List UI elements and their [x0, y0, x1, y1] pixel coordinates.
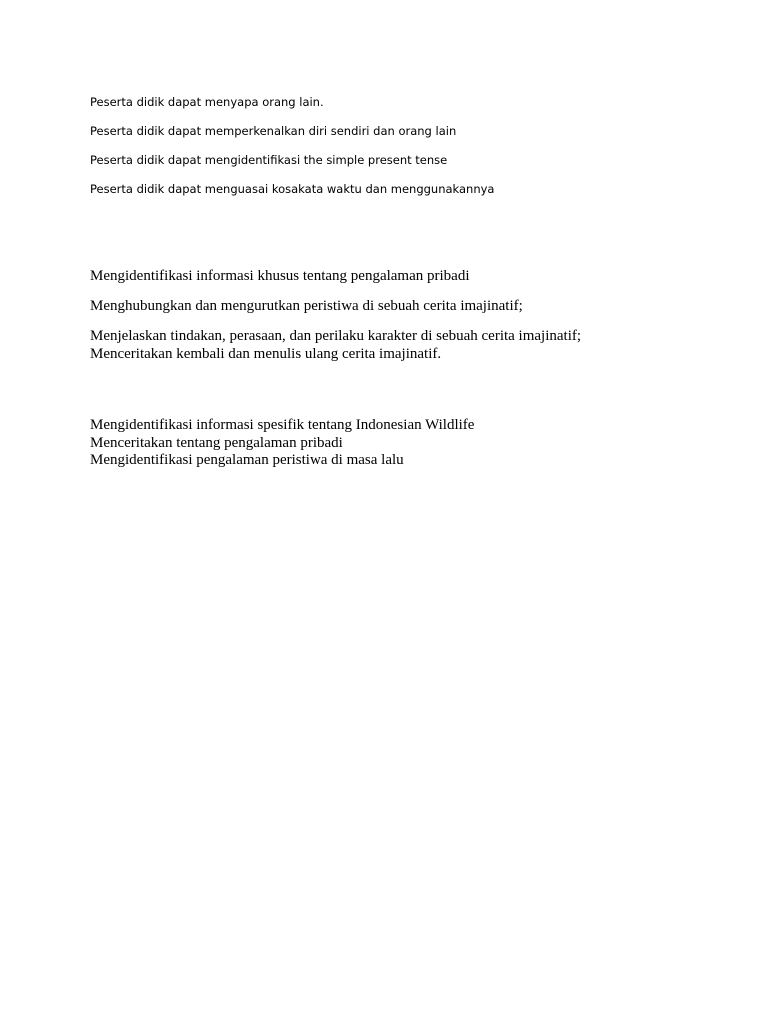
competency-line: Menjelaskan tindakan, perasaan, dan perilaku karakter di sebuah cerita imajinatif; — [90, 328, 582, 344]
objective-line: Peserta didik dapat memperkenalkan diri sendiri dan orang lain — [90, 124, 457, 138]
competency-line: Mengidentifikasi informasi khusus tentang pengalaman pribadi — [90, 268, 470, 284]
competency-line: Menghubungkan dan mengurutkan peristiwa di sebuah cerita imajinatif; — [90, 298, 523, 314]
objective-line: Peserta didik dapat menguasai kosakata waktu dan menggunakannya — [90, 182, 495, 196]
wildlife-competency-line: Menceritakan tentang pengalaman pribadi — [90, 434, 343, 451]
wildlife-competency-line: Mengidentifikasi pengalaman peristiwa di masa lalu — [90, 452, 404, 468]
objective-line: Peserta didik dapat menyapa orang lain. — [90, 95, 324, 109]
wildlife-competency-line: Mengidentifikasi informasi spesifik tentang Indonesian Wildlife — [90, 417, 475, 433]
competency-line: Menceritakan kembali dan menulis ulang cerita imajinatif. — [90, 345, 442, 362]
objective-line: Peserta didik dapat mengidentifikasi the simple present tense — [90, 153, 448, 167]
